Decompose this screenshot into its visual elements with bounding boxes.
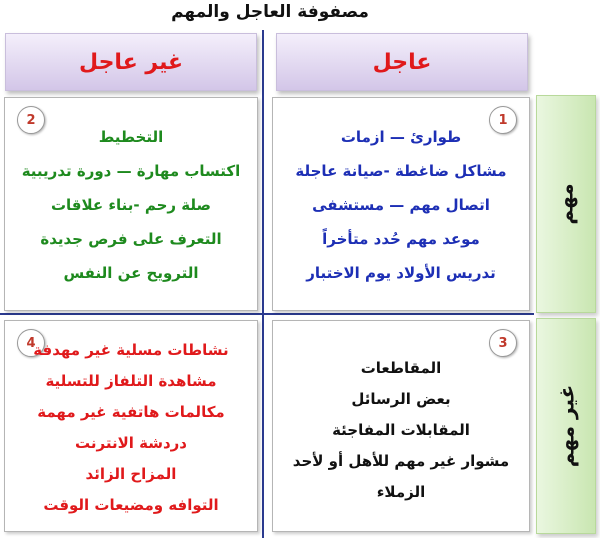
column-header-urgent: عاجل	[276, 33, 528, 91]
list-item: دردشة الانترنت	[74, 434, 187, 452]
list-item: الترويح عن النفس	[63, 264, 199, 282]
list-item: نشاطات مسلية غير مهدفة	[33, 341, 229, 359]
list-item: موعد مهم حُدد متأخراً	[322, 230, 480, 248]
quadrant-item-list	[273, 353, 529, 508]
row-label-important: مهم	[554, 183, 578, 225]
quadrant-item-list	[273, 120, 529, 290]
quadrant-not-urgent-not-important	[4, 320, 258, 532]
quadrant-not-urgent-important	[4, 97, 258, 311]
quadrant-item-list	[5, 335, 257, 521]
row-header-not-important	[536, 318, 596, 534]
column-header-not-urgent: غير عاجل	[5, 33, 257, 91]
list-item: التوافه ومضيعات الوقت	[43, 496, 219, 514]
list-item: مشاكل ضاغطة -صيانة عاجلة	[295, 162, 507, 180]
quadrant-number-badge: 2	[17, 106, 45, 134]
list-item: بعض الرسائل	[351, 390, 451, 408]
list-item: طوارئ — ازمات	[340, 128, 462, 146]
list-item: مشاهدة التلفاز للتسلية	[45, 372, 217, 390]
list-item: المقابلات المفاجئة	[332, 421, 470, 439]
list-item: اكتساب مهارة — دورة تدريبية	[21, 162, 241, 180]
horizontal-divider	[0, 313, 534, 315]
list-item: التخطيط	[98, 128, 164, 146]
quadrant-number-badge: 1	[489, 106, 517, 134]
list-item: اتصال مهم — مستشفى	[312, 196, 490, 214]
matrix-title: مصفوفة العاجل والمهم	[171, 2, 369, 22]
vertical-divider	[262, 30, 264, 538]
list-item: تدريس الأولاد يوم الاختبار	[306, 264, 496, 282]
quadrant-number-badge: 3	[489, 329, 517, 357]
list-item: المزاح الزائد	[85, 465, 177, 483]
quadrant-urgent-important	[272, 97, 530, 311]
list-item: مكالمات هاتفية غير مهمة	[37, 403, 225, 421]
list-item: صلة رحم -بناء علاقات	[50, 196, 212, 214]
list-item: مشوار غير مهم للأهل أو لأحد الزملاء	[292, 452, 510, 501]
list-item: التعرف على فرص جديدة	[40, 230, 222, 248]
quadrant-item-list	[5, 120, 257, 290]
quadrant-number-badge: 4	[17, 329, 45, 357]
quadrant-urgent-not-important	[272, 320, 530, 532]
list-item: المقاطعات	[360, 359, 442, 377]
row-label-not-important: غير مهم	[554, 384, 578, 468]
row-header-important	[536, 95, 596, 313]
